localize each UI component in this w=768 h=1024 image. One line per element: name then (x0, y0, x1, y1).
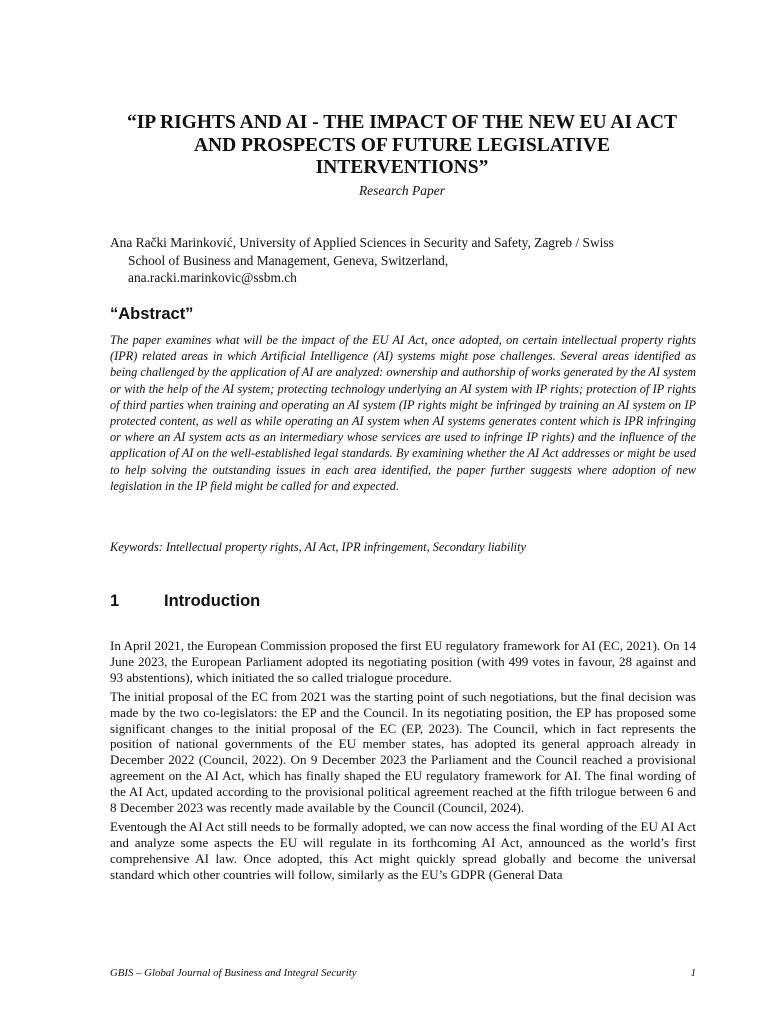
page-number: 1 (690, 967, 696, 979)
section-heading (110, 592, 260, 611)
abstract-heading: “Abstract” (110, 305, 194, 323)
body-paragraph: In April 2021, the European Commission proposed the first EU regulatory framework for AI (EC, 2021). On 14 June 2023, the European Parliament adopted its negotiating position (with 499 votes in favour, 28 against and 93 abstentions), which initiated the so called trialogue procedure. (110, 638, 696, 685)
author-affiliation: School of Business and Management, Geneva, Switzerland, (128, 252, 449, 268)
body-paragraph: The initial proposal of the EC from 2021 was the starting point of such negotiations, but the final decision was made by the two co-legislators: the EP and the Council. In its negotiating position, the EP has proposed some significant changes to the initial proposal of the EC (EP, 2023). The Council, which in fact represents the position of national governments of the EU member states, has adopted its general approach already in December 2022 (Council, 2022). On 9 December 2023 the Parliament and the Council reached a provisional agreement on the AI Act, which has finally shaped the EU regulatory framework for AI. The final wording of the AI Act, updated according to the provisional political agreement reached at the fifth trilogue between 6 and 8 December 2023 was recently made available by the Council (Council, 2024). (110, 688, 696, 816)
author-line: Ana Rački Marinković, University of Applied Sciences in Security and Safety, Zagreb / Swiss (110, 235, 614, 250)
section-title: Introduction (164, 592, 261, 610)
paper-subtitle: Research Paper (358, 183, 446, 198)
body-paragraph: Eventough the AI Act still needs to be formally adopted, we can now access the final wording of the EU AI Act and analyze some aspects the EU will regulate in its forthcoming AI Act, announced as the world’s first comprehensive AI law. Once adopted, this Act might quickly spread globally and become the universal standard which other countries will follow, similarly as the EU’s GDPR (General Data (110, 818, 696, 882)
section-number: 1 (110, 592, 120, 610)
author-block (110, 234, 696, 287)
author-email[interactable]: ana.racki.marinkovic@ssbm.ch (128, 270, 297, 285)
paper-title: “IP RIGHTS AND AI - THE IMPACT OF THE NEW EU AI ACT AND PROSPECTS OF FUTURE LEGISLATIVE INTERVENTIONS” (126, 112, 678, 178)
journal-name: GBIS – Global Journal of Business and Integral Security (110, 967, 357, 979)
section-body (110, 638, 696, 886)
page-footer (110, 967, 696, 979)
abstract-text: The paper examines what will be the impact of the EU AI Act, once adopted, on certain intellectual property rights (IPR) related areas in which Artificial Intelligence (AI) systems might pose challenges. Several areas identified as being challenged by the application of AI are analyzed: ownership and authorship of works generated by the AI system or with the help of the AI system; protecting technology underlying an AI system with IP rights; protection of IP rights of third parties when training and operating an AI system (IP rights might be infringed by training an AI system on IP protected content, as well as while operating an AI system when AI systems generates content which is IPR infringing or where an AI system acts as an intermediary whose services are used to infringe IP rights) and the influence of the application of AI on the well-established legal standards. By examining whether the AI Act addresses or might be used to help solving the outstanding issues in each area identified, the paper further suggests where adoption of new legislation in the IP field might be called for and expected. (110, 333, 696, 493)
keywords: Keywords: Intellectual property rights, AI Act, IPR infringement, Secondary liability (110, 540, 526, 554)
